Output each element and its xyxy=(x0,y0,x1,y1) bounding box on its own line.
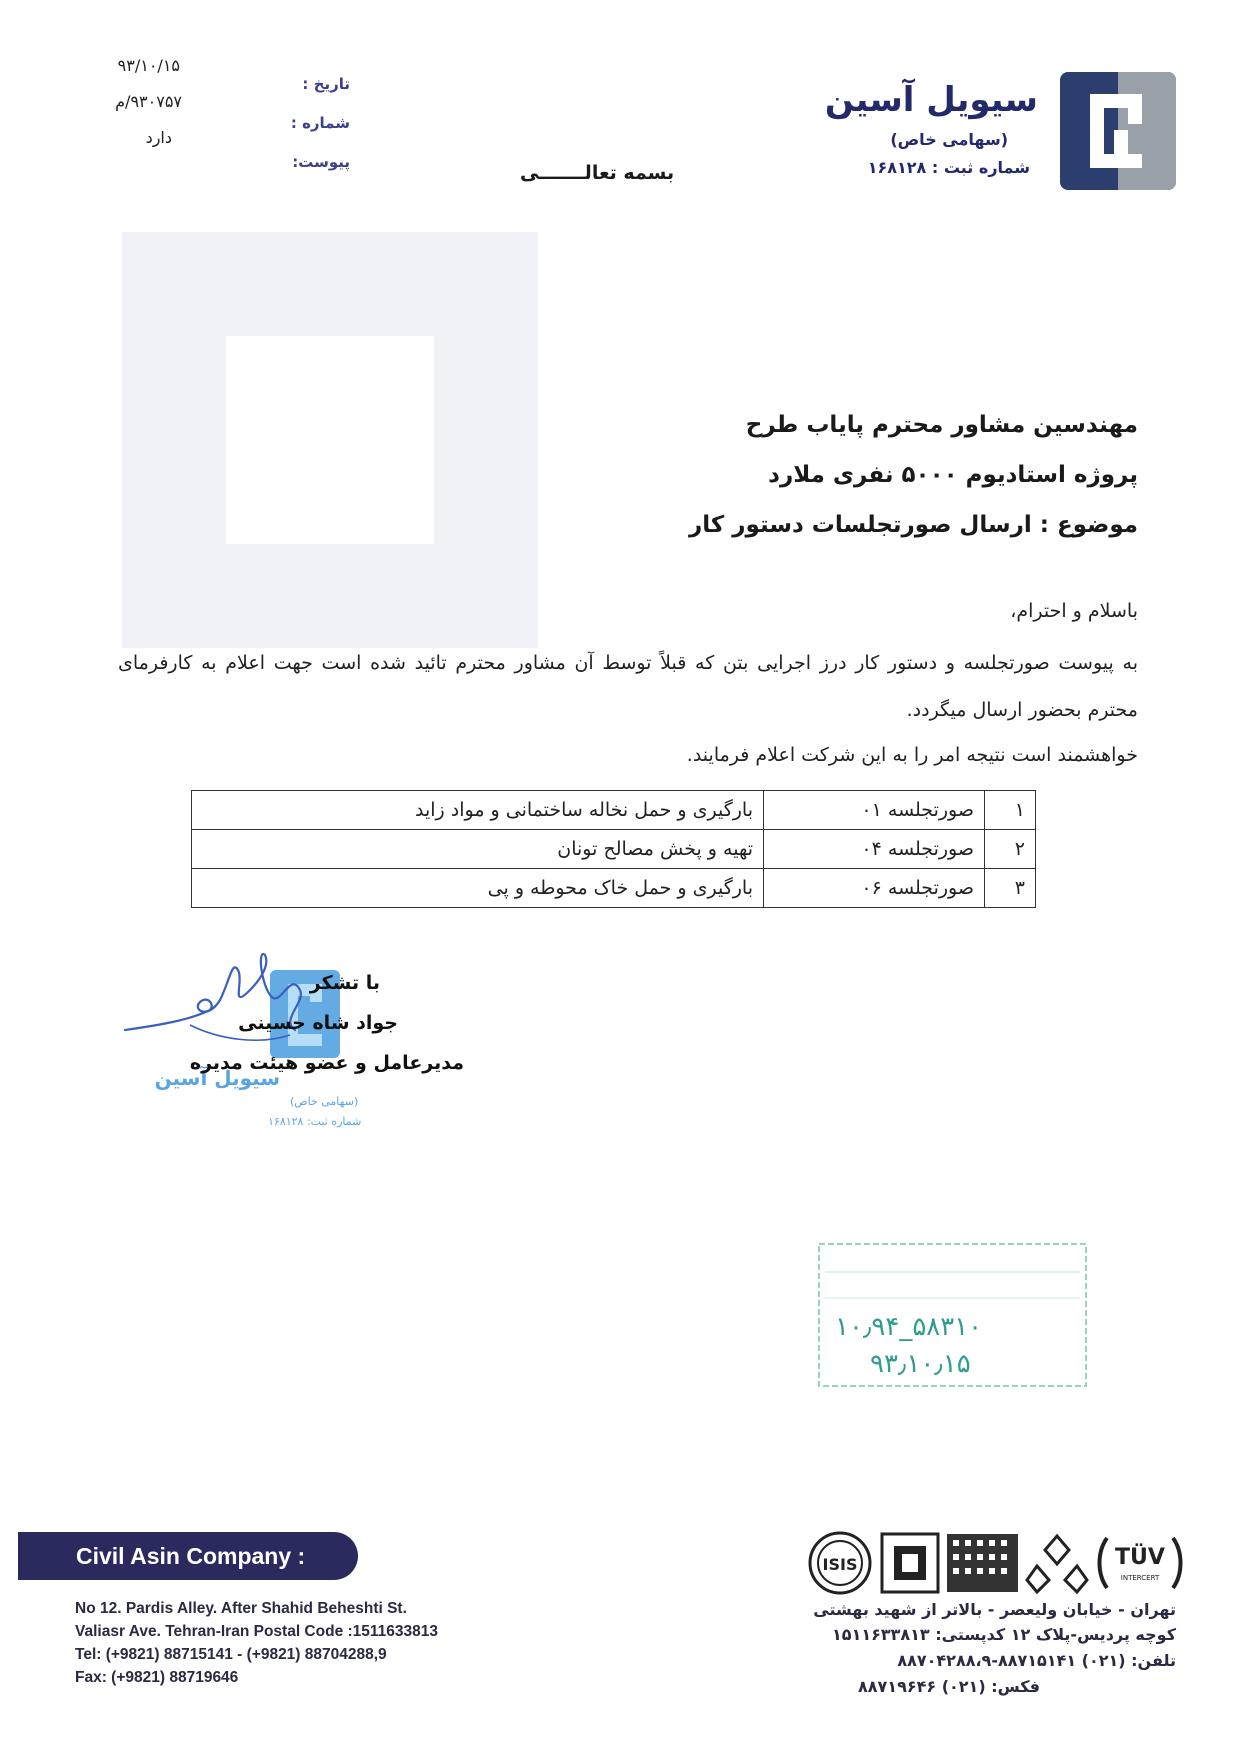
footer-address-fa-line1: تهران - خیابان ولیعصر - بالاتر از شهید بهشتی xyxy=(813,1600,1176,1619)
inbox-date: ۹۳٫۱۰٫۱۵ xyxy=(870,1349,971,1379)
number-value: ۹۳۰۷۵۷/م xyxy=(115,92,182,111)
footer-tel-en: Tel: (+9821) 88715141 - (+9821) 88704288,9 xyxy=(75,1646,387,1663)
table-row xyxy=(192,830,1036,869)
greeting: باسلام و احترام، xyxy=(1010,600,1138,622)
handwritten-signature xyxy=(120,950,330,1060)
addressee: مهندسین مشاور محترم پایاب طرح xyxy=(745,412,1138,438)
table-row xyxy=(192,791,1036,830)
row-reference: صورتجلسه ۰۱ xyxy=(764,791,985,830)
footer-address-en-line1: No 12. Pardis Alley. After Shahid Beheshti St. xyxy=(75,1600,407,1617)
inbox-registration-stamp xyxy=(815,1240,1090,1390)
date-label: تاریخ : xyxy=(302,75,350,93)
svg-text:(سهامی خاص): (سهامی خاص) xyxy=(290,1095,359,1108)
footer-address-en-line2: Valiasr Ave. Tehran-Iran Postal Code :1511633813 xyxy=(75,1623,439,1640)
svg-text:ISIS: ISIS xyxy=(822,1555,858,1574)
signatory-title: مدیرعامل و عضو هیئت مدیره xyxy=(189,1052,464,1074)
svg-text:TÜV: TÜV xyxy=(1115,1545,1165,1570)
row-description: بارگیری و حمل خاک محوطه و پی xyxy=(192,869,764,908)
project-title: پروژه استادیوم ۵۰۰۰ نفری ملارد xyxy=(768,462,1138,488)
registration-number: شماره ثبت : ۱۶۸۱۲۸ xyxy=(867,158,1030,177)
footer-fax-en: Fax: (+9821) 88719646 xyxy=(75,1669,239,1686)
company-logo-icon xyxy=(1060,72,1176,190)
attachment-value: دارد xyxy=(145,128,172,147)
footer-company-banner: Civil Asin Company : xyxy=(18,1532,358,1580)
footer-tel-fa: تلفن: (۰۲۱) ۸۸۷۱۵۱۴۱-۸۸۷۰۴۲۸۸،۹ xyxy=(897,1651,1176,1670)
company-name: سیویل آسین xyxy=(824,80,1038,120)
building-cert-icon xyxy=(945,1530,1020,1596)
date-value: ۹۳/۱۰/۱۵ xyxy=(117,56,180,75)
row-description: تهیه و پخش مصالح تونان xyxy=(192,830,764,869)
footer-fax-fa: فکس: (۰۲۱) ۸۸۷۱۹۶۴۶ xyxy=(858,1677,1040,1696)
table-row xyxy=(192,869,1036,908)
signatory-name: جواد شاه حسینی xyxy=(238,1012,398,1034)
minutes-table xyxy=(191,790,1036,908)
row-number: ۲ xyxy=(985,830,1036,869)
row-reference: صورتجلسه ۰۴ xyxy=(764,830,985,869)
row-description: بارگیری و حمل نخاله ساختمانی و مواد زاید xyxy=(192,791,764,830)
footer-address-fa-line2: کوچه پردیس-پلاک ۱۲ کدپستی: ۱۵۱۱۶۳۳۸۱۳ xyxy=(832,1625,1176,1644)
number-label: شماره : xyxy=(290,114,350,132)
body-paragraph: به پیوست صورتجلسه و دستور کار درز اجرایی بتن که قبلاً توسط آن مشاور محترم تائید شده است جهت اعلام به کارفرمای محترم بحضور ارسال میگردد. xyxy=(118,652,1138,721)
svg-text:INTERCERT: INTERCERT xyxy=(1120,1574,1160,1582)
svg-text:شماره ثبت: ۱۶۸۱۲۸: شماره ثبت: ۱۶۸۱۲۸ xyxy=(268,1115,362,1128)
request-line: خواهشمند است نتیجه امر را به این شرکت اعلام فرمایند. xyxy=(686,744,1138,766)
ministry-emblem-icon xyxy=(1025,1530,1090,1596)
bismillah-heading: بسمه تعالـــــــی xyxy=(520,162,675,184)
inbox-number: ۱۰٫۹۴_۵۸۳۱۰ xyxy=(835,1312,983,1342)
isiri-cert-icon xyxy=(800,1530,880,1596)
closing-thanks: با تشکر xyxy=(309,972,380,994)
company-type: (سهامی خاص) xyxy=(890,130,1008,149)
row-reference: صورتجلسه ۰۶ xyxy=(764,869,985,908)
row-number: ۱ xyxy=(985,791,1036,830)
row-number: ۳ xyxy=(985,869,1036,908)
company-logo-small-icon xyxy=(880,1530,940,1596)
attachment-label: پیوست: xyxy=(292,153,350,171)
svg-text:سیویل آسین: سیویل آسین xyxy=(154,1066,280,1090)
subject-line: موضوع : ارسال صورتجلسات دستور کار xyxy=(689,512,1138,538)
watermark-logo xyxy=(70,180,590,700)
tuv-cert-icon xyxy=(1095,1530,1185,1596)
